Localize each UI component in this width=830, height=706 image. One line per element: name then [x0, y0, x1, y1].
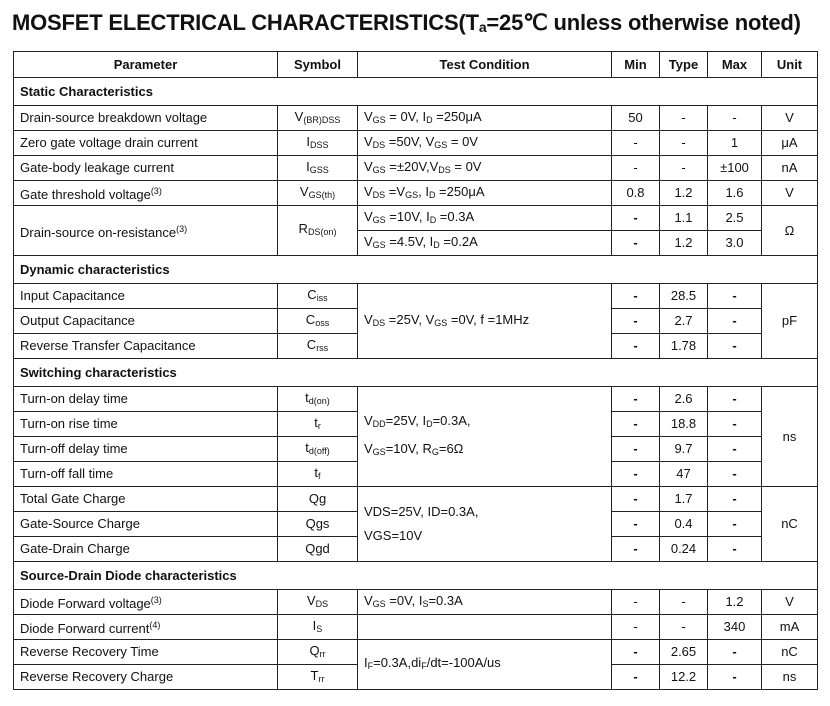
param-cell: Turn-on delay time [14, 387, 278, 412]
unit-cell: μA [762, 131, 818, 156]
typ-cell: 0.4 [660, 512, 708, 537]
symbol-cell: Qgd [278, 537, 358, 562]
header-unit: Unit [762, 52, 818, 78]
typ-cell: - [660, 131, 708, 156]
min-cell: - [612, 412, 660, 437]
condition-cell: $V_{DS} =25V$, $V_{GS} =0V$, f =1MHz [358, 284, 612, 359]
min-cell: - [612, 206, 660, 231]
condition-cell: $V_{DD}=25V$, $I_D=0.3A$, $V_{GS}=10V$, $R_G=6\Omega$ [358, 387, 612, 487]
param-cell: Zero gate voltage drain current [14, 131, 278, 156]
symbol-cell: $C_{rss}$ [278, 334, 358, 359]
max-cell: 1 [708, 131, 762, 156]
header-test-condition: Test Condition [358, 52, 612, 78]
condition-cell: $V_{GS} =0V$, $I_S=0.3A$ [358, 590, 612, 615]
symbol-cell: $t_{d(off)}$ [278, 437, 358, 462]
condition-cell: $V_{DS} =50V$, $V_{GS} = 0V$ [358, 131, 612, 156]
param-cell: Input Capacitance [14, 284, 278, 309]
symbol-cell: $V_{GS(th)}$ [278, 181, 358, 206]
typ-cell: 2.7 [660, 309, 708, 334]
symbol-cell: $I_{GSS}$ [278, 156, 358, 181]
table-row [14, 284, 818, 309]
unit-cell: ns [762, 665, 818, 690]
table-row [14, 131, 818, 156]
param-cell: Gate-Drain Charge [14, 537, 278, 562]
max-cell: - [708, 309, 762, 334]
condition-cell: $I_F=0.3A,di_F/dt=-100A/us$ [358, 640, 612, 690]
param-cell: Gate threshold voltage$^{(3)}$ [14, 181, 278, 206]
max-cell: - [708, 334, 762, 359]
table-header-row [14, 52, 818, 78]
param-cell: Reverse Recovery Charge [14, 665, 278, 690]
unit-cell: V [762, 181, 818, 206]
min-cell: - [612, 462, 660, 487]
min-cell: - [612, 640, 660, 665]
typ-cell: 1.2 [660, 181, 708, 206]
min-cell: - [612, 665, 660, 690]
min-cell: - [612, 387, 660, 412]
typ-cell: 2.65 [660, 640, 708, 665]
param-cell: Turn-off fall time [14, 462, 278, 487]
typ-cell: 47 [660, 462, 708, 487]
min-cell: - [612, 231, 660, 256]
condition-cell: $V_{GS} = 0V$, $I_D =250\mu A$ [358, 106, 612, 131]
typ-cell: 1.1 [660, 206, 708, 231]
header-min: Min [612, 52, 660, 78]
symbol-cell: $t_{d(on)}$ [278, 387, 358, 412]
param-cell: Drain-source breakdown voltage [14, 106, 278, 131]
typ-cell: 12.2 [660, 665, 708, 690]
symbol-cell: $t_r$ [278, 412, 358, 437]
min-cell: - [612, 615, 660, 640]
symbol-cell: $I_S$ [278, 615, 358, 640]
min-cell: 50 [612, 106, 660, 131]
condition-cell [358, 615, 612, 640]
min-cell: - [612, 590, 660, 615]
symbol-cell: Qgs [278, 512, 358, 537]
condition-cell: $V_{DS} =V_{GS}$, $I_D =250\mu A$ [358, 181, 612, 206]
unit-cell: ns [762, 387, 818, 487]
unit-cell: nC [762, 487, 818, 562]
symbol-cell: $I_{DSS}$ [278, 131, 358, 156]
min-cell: - [612, 437, 660, 462]
max-cell: - [708, 387, 762, 412]
section-row [14, 359, 818, 387]
page-title: MOSFET ELECTRICAL $CHARACTERISTICS(T_a=25℃$ unless otherwise noted) [12, 10, 801, 35]
section-switching: Switching characteristics [14, 359, 818, 387]
max-cell: 1.6 [708, 181, 762, 206]
param-cell: Diode Forward current$^{(4)}$ [14, 615, 278, 640]
table-row [14, 487, 818, 512]
symbol-cell: Qg [278, 487, 358, 512]
unit-cell: nC [762, 640, 818, 665]
condition-cell: VDS=25V, ID=0.3A, VGS=10V [358, 487, 612, 562]
max-cell: - [708, 512, 762, 537]
typ-cell: 1.78 [660, 334, 708, 359]
min-cell: - [612, 487, 660, 512]
param-cell: Reverse Recovery Time [14, 640, 278, 665]
symbol-cell: $C_{iss}$ [278, 284, 358, 309]
table-row [14, 156, 818, 181]
symbol-cell: $Q_{rr}$ [278, 640, 358, 665]
param-cell: Gate-body leakage current [14, 156, 278, 181]
min-cell: - [612, 284, 660, 309]
header-max: Max [708, 52, 762, 78]
section-row [14, 78, 818, 106]
max-cell: - [708, 640, 762, 665]
table-row [14, 640, 818, 665]
typ-cell: - [660, 156, 708, 181]
table-row [14, 590, 818, 615]
typ-cell: - [660, 590, 708, 615]
max-cell: 2.5 [708, 206, 762, 231]
max-cell: - [708, 462, 762, 487]
min-cell: 0.8 [612, 181, 660, 206]
typ-cell: 9.7 [660, 437, 708, 462]
condition-cell: $V_{GS} =\pm 20V,V_{DS} = 0V$ [358, 156, 612, 181]
unit-cell: nA [762, 156, 818, 181]
max-cell: - [708, 487, 762, 512]
section-row [14, 562, 818, 590]
min-cell: - [612, 156, 660, 181]
max-cell: ±100 [708, 156, 762, 181]
symbol-cell: $C_{oss}$ [278, 309, 358, 334]
header-parameter: Parameter [14, 52, 278, 78]
param-cell: Turn-on rise time [14, 412, 278, 437]
table-row [14, 106, 818, 131]
min-cell: - [612, 309, 660, 334]
section-row [14, 256, 818, 284]
header-symbol: Symbol [278, 52, 358, 78]
max-cell: - [708, 284, 762, 309]
param-cell: Reverse Transfer Capacitance [14, 334, 278, 359]
max-cell: - [708, 412, 762, 437]
symbol-cell: $V_{(BR)DSS}$ [278, 106, 358, 131]
table-row [14, 615, 818, 640]
typ-cell: 1.7 [660, 487, 708, 512]
typ-cell: 2.6 [660, 387, 708, 412]
typ-cell: - [660, 106, 708, 131]
table-row [14, 206, 818, 231]
condition-cell: $V_{GS} =4.5V$, $I_D =0.2A$ [358, 231, 612, 256]
min-cell: - [612, 131, 660, 156]
symbol-cell: $R_{DS(on)}$ [278, 206, 358, 256]
typ-cell: 28.5 [660, 284, 708, 309]
max-cell: 340 [708, 615, 762, 640]
unit-cell: pF [762, 284, 818, 359]
condition-cell: $V_{GS} =10V$, $I_D =0.3A$ [358, 206, 612, 231]
max-cell: 1.2 [708, 590, 762, 615]
symbol-cell: $V_{DS}$ [278, 590, 358, 615]
min-cell: - [612, 334, 660, 359]
section-dynamic: Dynamic characteristics [14, 256, 818, 284]
typ-cell: - [660, 615, 708, 640]
min-cell: - [612, 512, 660, 537]
table-row [14, 387, 818, 412]
param-cell: Total Gate Charge [14, 487, 278, 512]
symbol-cell: $T_{rr}$ [278, 665, 358, 690]
param-cell: Output Capacitance [14, 309, 278, 334]
max-cell: - [708, 537, 762, 562]
table-row [14, 181, 818, 206]
section-static: Static Characteristics [14, 78, 818, 106]
symbol-cell: $t_f$ [278, 462, 358, 487]
electrical-characteristics-table [13, 51, 818, 690]
typ-cell: 0.24 [660, 537, 708, 562]
param-cell: Drain-source on-resistance$^{(3)}$ [14, 206, 278, 256]
unit-cell: V [762, 106, 818, 131]
unit-cell: mA [762, 615, 818, 640]
header-type: Type [660, 52, 708, 78]
param-cell: Gate-Source Charge [14, 512, 278, 537]
max-cell: - [708, 437, 762, 462]
unit-cell: V [762, 590, 818, 615]
section-diode: Source-Drain Diode characteristics [14, 562, 818, 590]
unit-cell: Ω [762, 206, 818, 256]
typ-cell: 1.2 [660, 231, 708, 256]
min-cell: - [612, 537, 660, 562]
max-cell: - [708, 665, 762, 690]
param-cell: Turn-off delay time [14, 437, 278, 462]
param-cell: Diode Forward voltage$^{(3)}$ [14, 590, 278, 615]
max-cell: 3.0 [708, 231, 762, 256]
max-cell: - [708, 106, 762, 131]
typ-cell: 18.8 [660, 412, 708, 437]
